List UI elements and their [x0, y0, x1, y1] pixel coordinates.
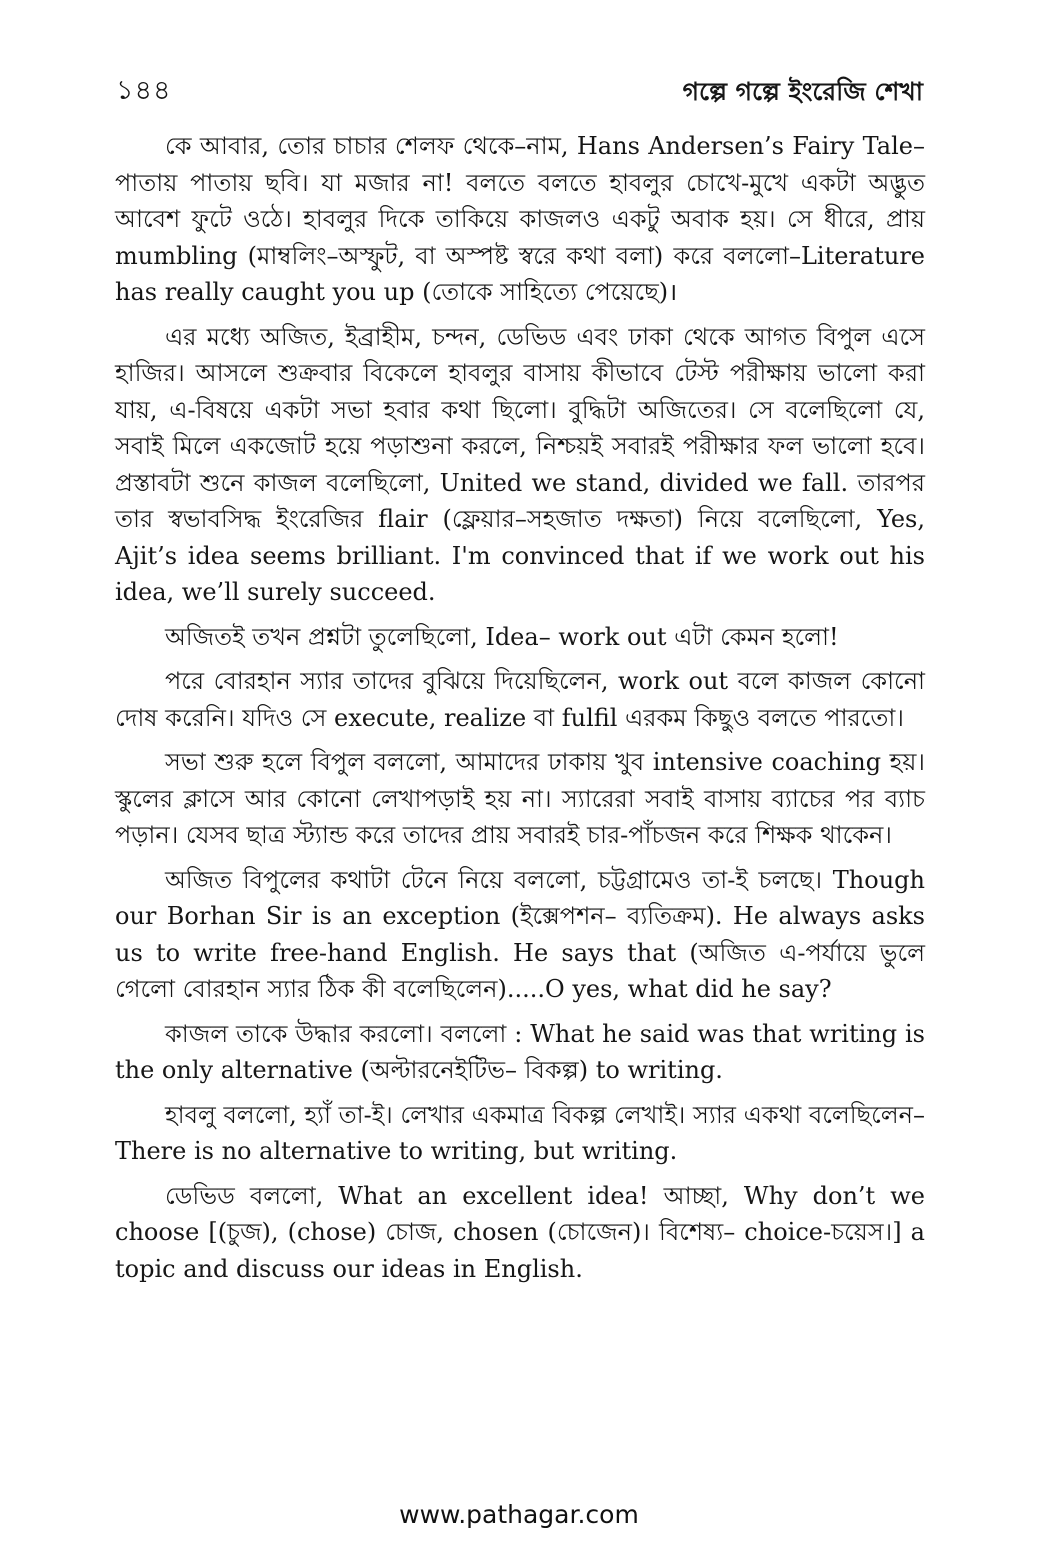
paragraph-1: কে আবার, তোর চাচার শেলফ থেকে–নাম, Hans Andersen’s Fairy Tale–পাতায় পাতায় ছবি। যা মজার না! বলতে বলতে হাবলুর চোখে-মুখে একটা অদ্ভুত আবেশ ফুটে ওঠে। হাবলুর দিকে তাকিয়ে কাজলও একটু অবাক হয়। সে ধীরে, প্রায় mumbling (মাম্বলিং–অস্ফুট, বা অস্পষ্ট স্বরে কথা বলা) করে বললো–Literature has really caught you up (তোকে সাহিত্যে পেয়েছে)।	[115, 132, 925, 306]
paragraph-5: সভা শুরু হলে বিপুল বললো, আমাদের ঢাকায় খুব intensive coaching হয়। স্কুলের ক্লাসে আর কোনো লেখাপড়াই হয় না। স্যারেরা সবাই বাসায় ব্যাচের পর ব্যাচ পড়ান। যেসব ছাত্র স্ট্যান্ড করে তাদের প্রায় সবারই চার-পাঁচজন করে শিক্ষক থাকেন।	[115, 748, 925, 849]
paragraph-7: কাজল তাকে উদ্ধার করলো। বললো : What he said was that writing is the only alternative (অল্টারনেইটিভ– বিকল্প) to writing.	[115, 1019, 925, 1084]
paragraph-8: হাবলু বললো, হ্যাঁ তা-ই। লেখার একমাত্র বিকল্প লেখাই। স্যার একথা বলেছিলেন– There is no alternative to writing, but writing.	[115, 1100, 925, 1165]
footer-website: www.pathagar.com	[399, 1500, 639, 1529]
body-text	[115, 128, 925, 1295]
page-number: ১৪৪	[116, 75, 172, 106]
paragraph-3: অজিতই তখন প্রশ্নটা তুলেছিলো, Idea– work out এটা কেমন হলো!	[165, 622, 839, 651]
running-head-title: গল্পে গল্পে ইংরেজি শেখা	[682, 77, 923, 106]
paragraph-9: ডেভিড বললো, What an excellent idea! আচ্ছা, Why don’t we choose [(চুজ), (chose) চোজ, chosen (চোজেন)। বিশেষ্য– choice-চয়েস।] a topic and discuss our ideas in English.	[115, 1181, 925, 1283]
paragraph-4: পরে বোরহান স্যার তাদের বুঝিয়ে দিয়েছিলেন, work out বলে কাজল কোনো দোষ করেনি। যদিও সে execute, realize বা fulfil এরকম কিছুও বলতে পারতো।	[115, 667, 925, 732]
paragraph-2: এর মধ্যে অজিত, ইব্রাহীম, চন্দন, ডেভিড এবং ঢাকা থেকে আগত বিপুল এসে হাজির। আসলে শুক্রবার বিকেলে হাবলুর বাসায় কীভাবে টেস্ট পরীক্ষায় ভালো করা যায়, এ-বিষয়ে একটা সভা হবার কথা ছিলো। বুদ্ধিটা অজিতের। সে বলেছিলো যে, সবাই মিলে একজোট হয়ে পড়াশুনা করলে, নিশ্চয়ই সবারই পরীক্ষার ফল ভালো হবে। প্রস্তাবটা শুনে কাজল বলেছিলো, United we stand, divided we fall. তারপর তার স্বভাবসিদ্ধ ইংরেজির flair (ফ্লেয়ার–সহজাত দক্ষতা) নিয়ে বলেছিলো, Yes, Ajit’s idea seems brilliant. I'm convinced that if we work out his idea, we’ll surely succeed.	[115, 322, 925, 606]
paragraph-6: অজিত বিপুলের কথাটা টেনে নিয়ে বললো, চট্টগ্রামেও তা-ই চলছে। Though our Borhan Sir is an exception (ইক্সেপশন– ব্যতিক্রম). He always asks us to write free-hand English. He says that (অজিত এ-পর্যায়ে ভুলে গেলো বোরহান স্যার ঠিক কী বলেছিলেন).....O yes, what did he say?	[115, 865, 925, 1003]
